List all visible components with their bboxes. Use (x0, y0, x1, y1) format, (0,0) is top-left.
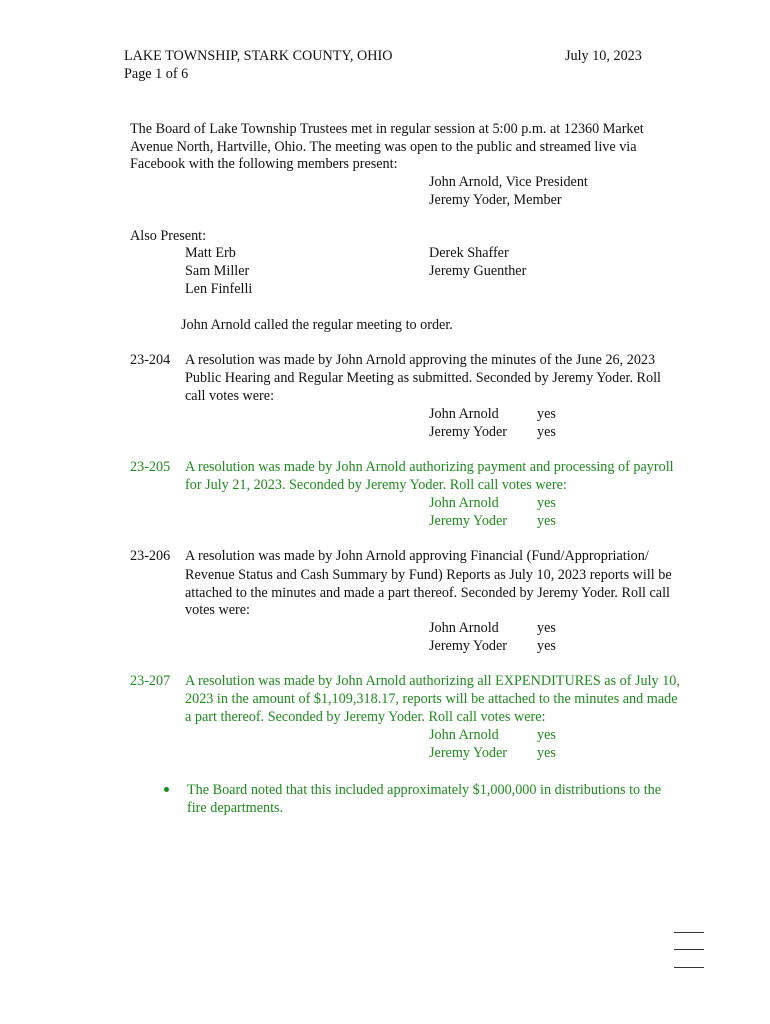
also-present-name: Derek Shaffer (429, 245, 509, 261)
vote-value: yes (537, 424, 556, 440)
resolution-line: A resolution was made by John Arnold approving Financial (Fund/Appropriation/ (185, 548, 649, 564)
resolution-line: attached to the minutes and made a part thereof. Seconded by Jeremy Yoder. Roll call (185, 585, 670, 601)
vote-name: John Arnold (429, 495, 499, 511)
vote-value: yes (537, 638, 556, 654)
initial-line (674, 932, 704, 933)
note-line: The Board noted that this included approximately $1,000,000 in distributions to the (187, 782, 662, 798)
also-present-name: Sam Miller (185, 263, 250, 279)
resolution-line: A resolution was made by John Arnold approving the minutes of the June 26, 2023 (185, 352, 656, 368)
resolution-line: 2023 in the amount of $1,109,318.17, reports will be attached to the minutes and made (185, 691, 678, 707)
also-present-name: Matt Erb (185, 245, 236, 261)
vote-name: Jeremy Yoder (429, 745, 508, 761)
header-date: July 10, 2023 (565, 48, 642, 64)
bullet-icon (164, 787, 169, 792)
vote-value: yes (537, 406, 556, 422)
intro-line: Facebook with the following members present: (130, 156, 398, 172)
resolution-line: call votes were: (185, 388, 275, 404)
resolution-line: a part thereof. Seconded by Jeremy Yoder. Roll call votes were: (185, 709, 546, 725)
resolution-number: 23-207 (130, 673, 171, 689)
call-to-order: John Arnold called the regular meeting to order. (181, 317, 453, 333)
initial-line (674, 967, 704, 968)
page-number: Page 1 of 6 (124, 66, 189, 82)
resolution-line: votes were: (185, 602, 251, 618)
vote-value: yes (537, 495, 556, 511)
note-line: fire departments. (187, 800, 284, 816)
vote-name: Jeremy Yoder (429, 424, 508, 440)
also-present-label: Also Present: (130, 228, 207, 244)
vote-value: yes (537, 513, 556, 529)
vote-value: yes (537, 620, 556, 636)
intro-line: The Board of Lake Township Trustees met in regular session at 5:00 p.m. at 12360 Market (130, 121, 644, 137)
vote-name: Jeremy Yoder (429, 638, 508, 654)
intro-line: Avenue North, Hartville, Ohio. The meeting was open to the public and streamed live via (130, 139, 637, 155)
member-present: John Arnold, Vice President (429, 174, 588, 190)
vote-name: Jeremy Yoder (429, 513, 508, 529)
resolution-number: 23-204 (130, 352, 171, 368)
also-present-name: Jeremy Guenther (429, 263, 527, 279)
resolution-number: 23-206 (130, 548, 171, 564)
initial-line (674, 949, 704, 950)
vote-name: John Arnold (429, 620, 499, 636)
resolution-number: 23-205 (130, 459, 171, 475)
vote-value: yes (537, 727, 556, 743)
member-present: Jeremy Yoder, Member (429, 192, 562, 208)
resolution-line: A resolution was made by John Arnold authorizing all EXPENDITURES as of July 10, (185, 673, 680, 689)
resolution-line: A resolution was made by John Arnold authorizing payment and processing of payroll (185, 459, 674, 475)
resolution-line: Public Hearing and Regular Meeting as submitted. Seconded by Jeremy Yoder. Roll (185, 370, 661, 386)
vote-name: John Arnold (429, 727, 499, 743)
also-present-name: Len Finfelli (185, 281, 253, 297)
resolution-line: Revenue Status and Cash Summary by Fund) Reports as July 10, 2023 reports will be (185, 567, 672, 583)
resolution-line: for July 21, 2023. Seconded by Jeremy Yoder. Roll call votes were: (185, 477, 567, 493)
vote-value: yes (537, 745, 556, 761)
header-title: LAKE TOWNSHIP, STARK COUNTY, OHIO (124, 48, 393, 64)
vote-name: John Arnold (429, 406, 499, 422)
